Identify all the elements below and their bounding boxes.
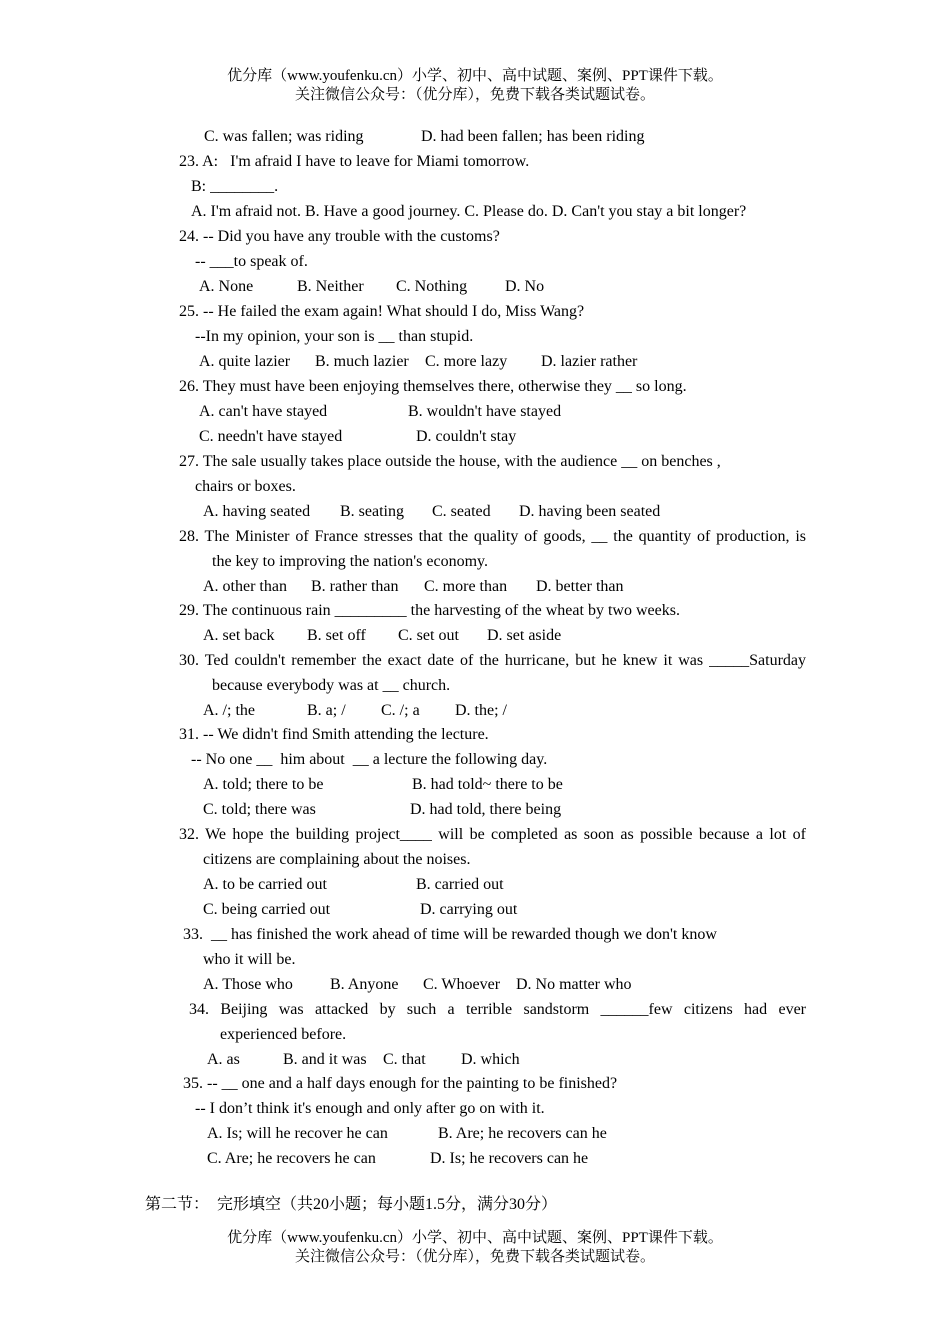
q30-option-a: A. /; the — [203, 702, 255, 719]
q33-option-a: A. Those who — [203, 976, 293, 993]
q27-option-a: A. having seated — [203, 503, 311, 520]
q27-option-d: D. having been seated — [519, 503, 661, 520]
q35-option-b: B. Are; he recovers can he — [438, 1125, 607, 1142]
q30-continued: because everybody was at __ church. — [212, 677, 451, 694]
q26-stem: 26. They must have been enjoying themselves there, otherwise they __ so long. — [179, 378, 687, 395]
q30-option-c: C. /; a — [381, 702, 420, 719]
q35-stem: 35. -- __ one and a half days enough for the painting to be finished? — [183, 1075, 618, 1092]
q27-continued: chairs or boxes. — [195, 478, 296, 495]
q25-option-d: D. lazier rather — [541, 353, 638, 370]
q32-option-d: D. carrying out — [420, 901, 518, 918]
q30-stem: 30. Ted couldn't remember the exact date of the hurricane, but he knew it was _____Saturday — [179, 652, 806, 669]
q25-option-c: C. more lazy — [425, 353, 508, 370]
q29-option-b: B. set off — [307, 627, 366, 644]
q33-continued: who it will be. — [203, 951, 296, 968]
q27-option-c: C. seated — [432, 503, 491, 520]
q22-option-d: D. had been fallen; has been riding — [421, 128, 645, 145]
q26-option-b: B. wouldn't have stayed — [408, 403, 562, 420]
q28-continued: the key to improving the nation's economy. — [212, 553, 489, 570]
q25-option-b: B. much lazier — [315, 353, 409, 370]
page-header-line-2: 关注微信公众号：（优分库），免费下载各类试题试卷。 — [294, 87, 655, 103]
q29-option-c: C. set out — [398, 627, 459, 644]
q24-stem: 24. -- Did you have any trouble with the customs? — [179, 228, 500, 245]
q31-reply: -- No one __ him about __ a lecture the following day. — [191, 751, 548, 768]
q29-option-d: D. set aside — [487, 627, 562, 644]
q25-stem: 25. -- He failed the exam again! What should I do, Miss Wang? — [179, 303, 585, 320]
q25-option-a: A. quite lazier — [199, 353, 291, 370]
section-2-heading: 第二节： 完形填空（共20小题；每小题1.5分，满分30分） — [145, 1196, 558, 1213]
q35-option-a: A. Is; will he recover he can — [207, 1125, 388, 1142]
q33-option-d: D. No matter who — [516, 976, 632, 993]
q35-reply: -- I don’t think it's enough and only after go on with it. — [195, 1100, 545, 1117]
q26-option-c: C. needn't have stayed — [199, 428, 343, 445]
q33-option-b: B. Anyone — [330, 976, 399, 993]
q32-option-c: C. being carried out — [203, 901, 331, 918]
q28-stem: 28. The Minister of France stresses that the quality of goods, __ the quantity of production, is — [179, 528, 806, 545]
q32-option-a: A. to be carried out — [203, 876, 327, 893]
q28-option-c: C. more than — [424, 578, 508, 595]
q22-option-c: C. was fallen; was riding — [204, 128, 364, 145]
q27-option-b: B. seating — [340, 503, 404, 520]
q25-reply: --In my opinion, your son is __ than stupid. — [195, 328, 474, 345]
q31-option-d: D. had told, there being — [410, 801, 562, 818]
q33-stem: 33. __ has finished the work ahead of time will be rewarded though we don't know — [183, 926, 717, 943]
q34-option-a: A. as — [207, 1051, 240, 1068]
page-footer-line-1: 优分库（www.youfenku.cn）小学、初中、高中试题、案例、PPT课件下载。 — [227, 1230, 723, 1246]
q35-option-c: C. Are; he recovers he can — [207, 1150, 376, 1167]
q24-option-c: C. Nothing — [396, 278, 468, 295]
q34-option-c: C. that — [383, 1051, 426, 1068]
q34-option-b: B. and it was — [283, 1051, 367, 1068]
q34-stem: 34. Beijing was attacked by such a terrible sandstorm ______few citizens had ever — [189, 1001, 806, 1018]
q28-option-b: B. rather than — [311, 578, 399, 595]
q27-stem: 27. The sale usually takes place outside the house, with the audience __ on benches , — [179, 453, 721, 470]
q23-options: A. I'm afraid not. B. Have a good journey. C. Please do. D. Can't you stay a bit longer? — [191, 203, 747, 220]
q34-option-d: D. which — [461, 1051, 520, 1068]
q24-option-b: B. Neither — [297, 278, 364, 295]
q28-option-a: A. other than — [203, 578, 287, 595]
q32-stem: 32. We hope the building project____ will be completed as soon as possible because a lot of — [179, 826, 806, 843]
q29-option-a: A. set back — [203, 627, 275, 644]
q23-stem: 23. A: I'm afraid I have to leave for Miami tomorrow. — [179, 153, 530, 170]
q34-continued: experienced before. — [220, 1026, 347, 1043]
q35-option-d: D. Is; he recovers can he — [430, 1150, 589, 1167]
q24-option-d: D. No — [505, 278, 545, 295]
q31-option-a: A. told; there to be — [203, 776, 324, 793]
q31-option-c: C. told; there was — [203, 801, 316, 818]
q32-continued: citizens are complaining about the noises. — [203, 851, 471, 868]
page-header-line-1: 优分库（www.youfenku.cn）小学、初中、高中试题、案例、PPT课件下载。 — [227, 68, 723, 84]
q30-option-b: B. a; / — [307, 702, 346, 719]
q24-reply: -- ___to speak of. — [195, 253, 308, 270]
q23-response: B: ________. — [191, 178, 279, 195]
q28-option-d: D. better than — [536, 578, 624, 595]
q26-option-d: D. couldn't stay — [416, 428, 517, 445]
q24-option-a: A. None — [199, 278, 254, 295]
q30-option-d: D. the; / — [455, 702, 507, 719]
q32-option-b: B. carried out — [416, 876, 504, 893]
q29-stem: 29. The continuous rain _________ the harvesting of the wheat by two weeks. — [179, 602, 680, 619]
q33-option-c: C. Whoever — [423, 976, 501, 993]
q26-option-a: A. can't have stayed — [199, 403, 328, 420]
q31-stem: 31. -- We didn't find Smith attending the lecture. — [179, 726, 489, 743]
q31-option-b: B. had told~ there to be — [412, 776, 563, 793]
page-footer-line-2: 关注微信公众号：（优分库），免费下载各类试题试卷。 — [294, 1249, 655, 1265]
